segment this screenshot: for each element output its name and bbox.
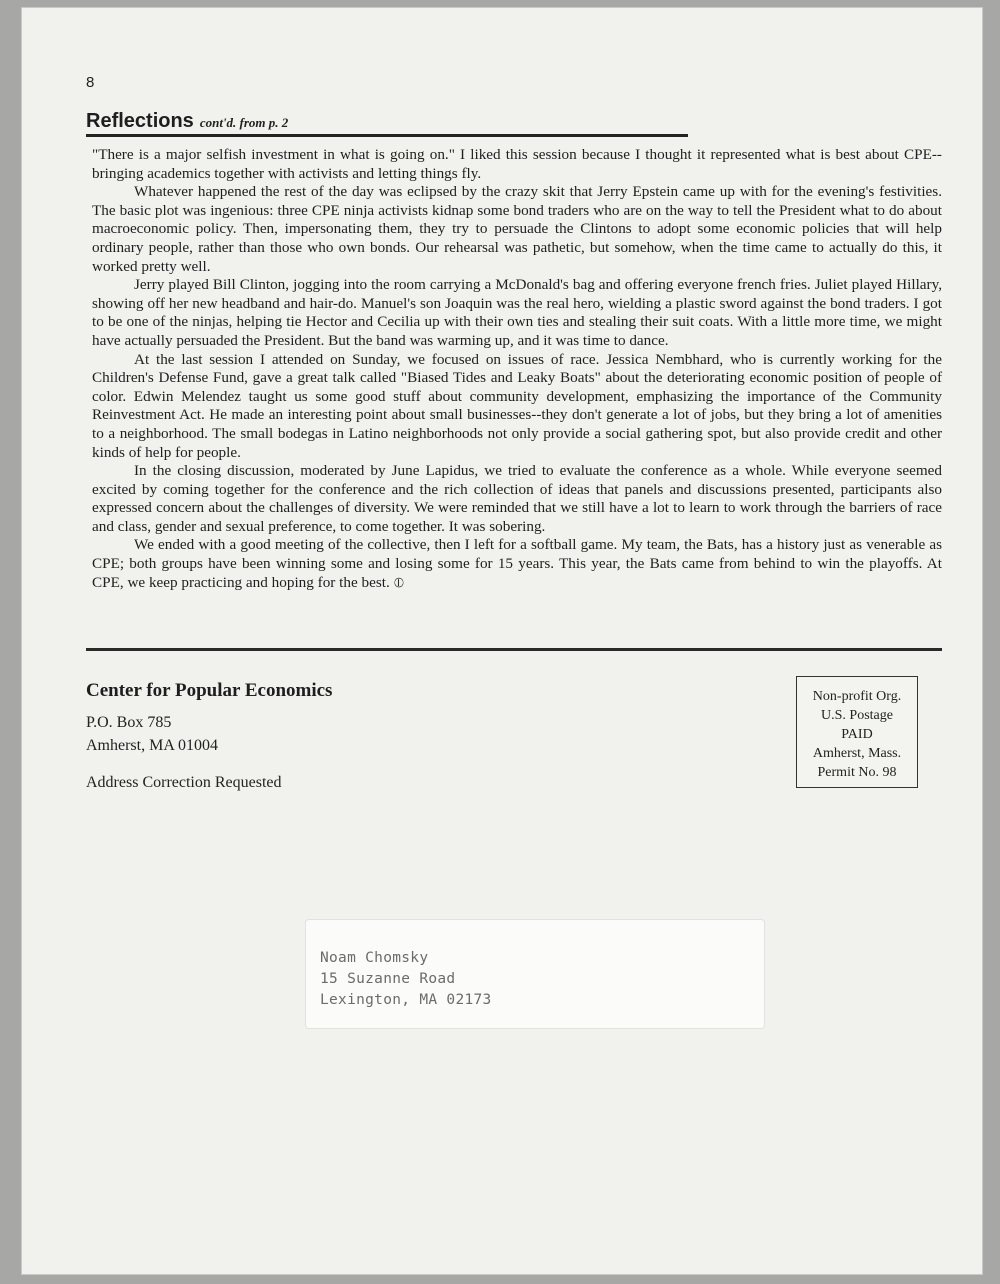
article-body: [92, 146, 942, 592]
article-paragraph: At the last session I attended on Sunday, we focused on issues of race. Jessica Nembhard, who is currently working for the Children's Defense Fund, gave a great talk called "Biased Tides and Leaky Boats" about the deteriorating economic position of people of color. Edwin Melendez taught us some good stuff about community development, emphasizing the importance of the Community Reinvestment Act. He made an interesting point about small businesses--they don't generate a lot of jobs, but they bring a lot of amenities to a neighborhood. The small bodegas in Latino neighborhoods not only provide a social gathering spot, but also provide credit and other kinds of help for people.: [92, 350, 942, 461]
mailing-label: [306, 920, 764, 1028]
return-address-pobox: P.O. Box 785: [86, 714, 172, 731]
postage-indicia: [796, 676, 918, 788]
newsletter-page: [22, 8, 982, 1274]
recipient-name: Noam Chomsky: [320, 950, 429, 966]
article-title: Reflections: [86, 110, 194, 132]
postage-line: Amherst, Mass.: [812, 746, 902, 761]
return-address-city: Amherst, MA 01004: [86, 737, 218, 754]
page-number: 8: [86, 74, 95, 91]
section-divider: [86, 648, 942, 651]
article-paragraph-last: [92, 536, 942, 592]
article-continuation-note: cont'd. from p. 2: [199, 115, 289, 130]
postage-line: Permit No. 98: [817, 765, 897, 780]
postage-line: Non-profit Org.: [812, 689, 902, 704]
return-address-org: Center for Popular Economics: [86, 680, 333, 701]
postage-line: U.S. Postage: [821, 708, 893, 723]
article-header: [86, 110, 688, 137]
address-correction-notice: Address Correction Requested: [86, 774, 282, 791]
article-paragraph-text: We ended with a good meeting of the collective, then I left for a softball game. My team, the Bats, has a history just as venerable as CPE; both groups have been winning some and losing some for 15 years. This year, the Bats came from behind to win the playoffs. At CPE, we keep practicing and hoping for the best.: [92, 536, 942, 591]
recipient-street: 15 Suzanne Road: [320, 971, 456, 987]
article-paragraph: "There is a major selfish investment in what is going on." I liked this session because I thought it represented what is best about CPE--bringing academics together with activists and letting things fly.: [92, 146, 942, 182]
article-paragraph: Whatever happened the rest of the day was eclipsed by the crazy skit that Jerry Epstein came up with for the evening's festivities. The basic plot was ingenious: three CPE ninja activists kidnap some bond traders who are on the way to tell the President what to do about macroeconomic policy. Then, impersonating them, they try to persuade the Clintons to adopt some economic policies that will help ordinary people, rather than those who own bonds. Our rehearsal was pathetic, but somehow, when the time came to actually do this, it worked pretty well.: [92, 183, 942, 275]
article-paragraph: Jerry played Bill Clinton, jogging into the room carrying a McDonald's bag and offering everyone french fries. Juliet played Hillary, showing off her new headband and hair-do. Manuel's son Joaquin was the real hero, wielding a plastic sword against the bond traders. I got to be one of the ninjas, helping tie Hector and Cecilia up with their own ties and stealing their suit coats. With a little more time, we might have actually persuaded the President. But the band was warming up, and it was time to dance.: [92, 276, 942, 349]
end-of-article-icon: ⦶: [393, 574, 404, 591]
postage-line: PAID: [841, 727, 873, 742]
article-paragraph: In the closing discussion, moderated by June Lapidus, we tried to evaluate the conference as a whole. While everyone seemed excited by coming together for the conference and the rich collection of ideas that panels and discussions presented, participants also expressed concern about the challenges of diversity. We were reminded that we still have a lot to learn to work through the barriers of race and class, gender and sexual preference, to come together. It was sobering.: [92, 462, 942, 535]
recipient-city-state-zip: Lexington, MA 02173: [320, 992, 492, 1008]
